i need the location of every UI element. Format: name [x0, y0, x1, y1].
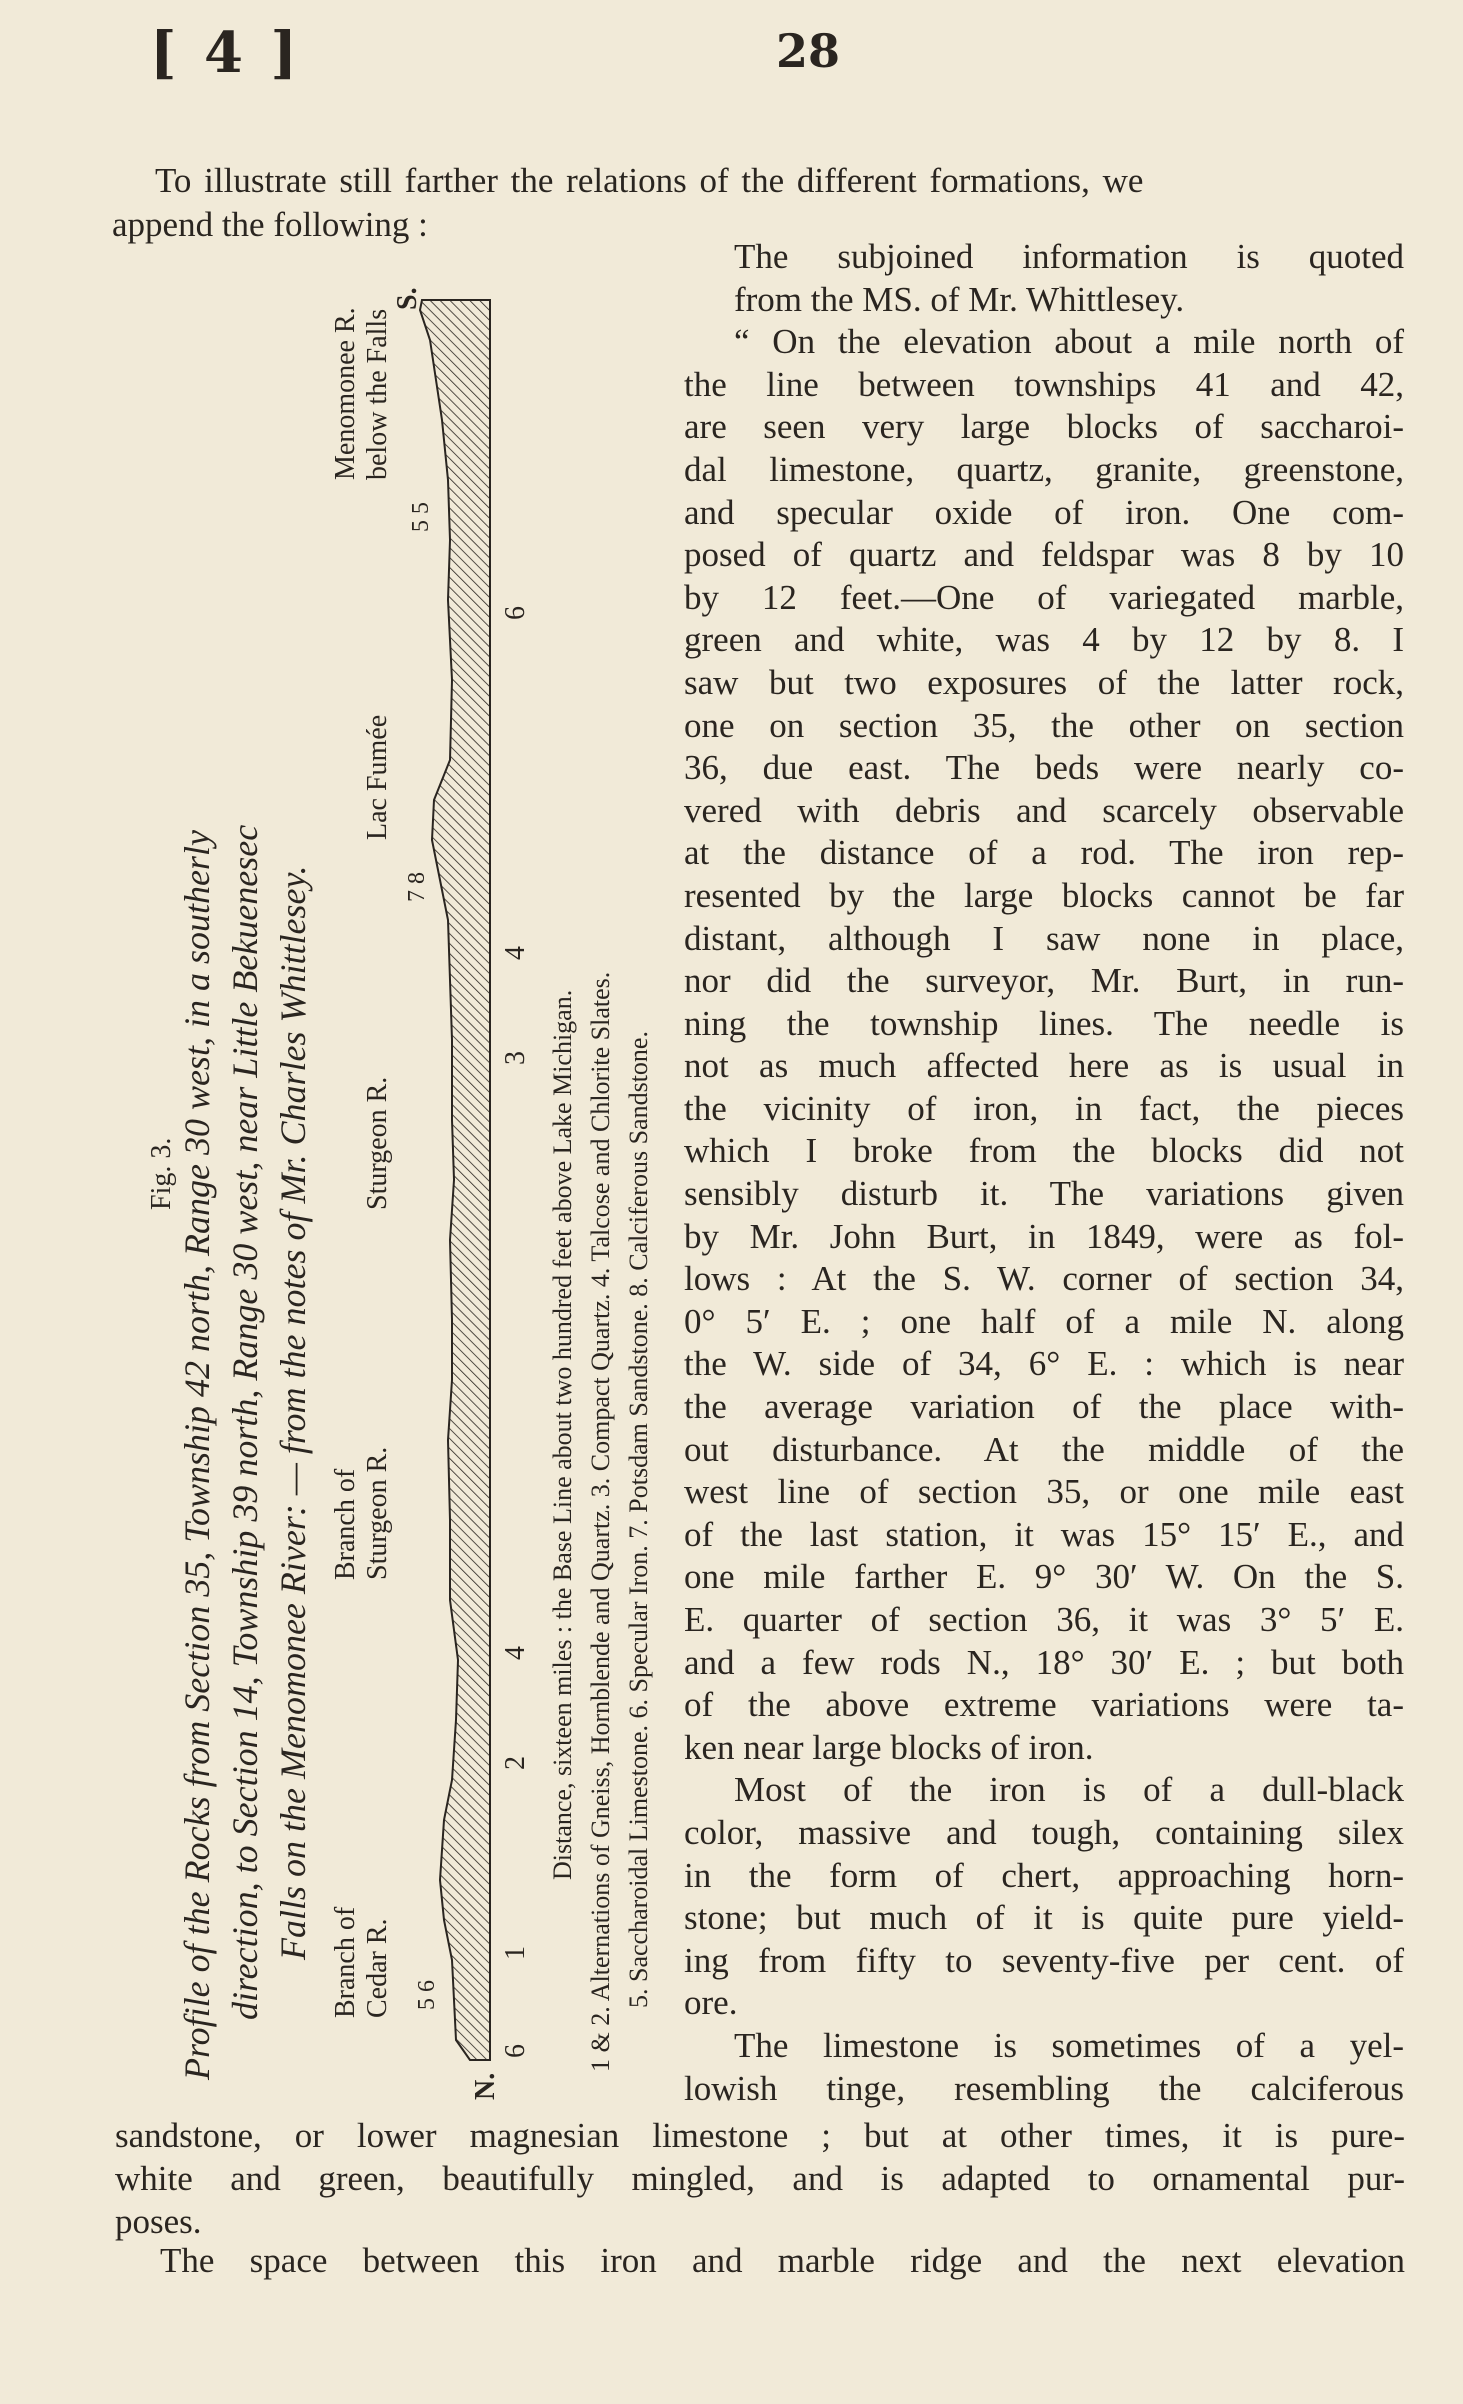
- bottom-line-2: white and green, beautifully mingled, and is adapted to ornamental pur-: [115, 2159, 1405, 2198]
- text-line: the line between townships 41 and 42,: [684, 364, 1404, 404]
- legend-line-2: 1 & 2. Alternations of Gneiss, Hornblende and Quartz. 3. Compact Quartz. 4. Talcose and Chlorite Slates.: [586, 971, 615, 2072]
- text-line: at the distance of a rod. The iron rep-: [684, 833, 1404, 873]
- paragraph-quote: [684, 321, 1404, 1769]
- text-line: resented by the large blocks cannot be far: [684, 875, 1404, 915]
- text-line: the average variation of the place with-: [684, 1387, 1404, 1427]
- text-line: “ On the elevation about a mile north of: [734, 322, 1404, 362]
- figure-caption-line-1: Profile of the Rocks from Section 35, Township 42 north, Range 30 west, in a southerly: [177, 830, 217, 2080]
- text-line: saw but two exposures of the latter rock,: [684, 662, 1404, 702]
- legend-line-3: 5. Saccharoidal Limestone. 6. Specular Iron. 7. Potsdam Sandstone. 8. Calciferous Sandstone.: [624, 1031, 653, 2008]
- place-label-sturgeon-branch: Branch of: [330, 1468, 361, 1580]
- text-line: The subjoined information is quoted: [734, 237, 1404, 276]
- profile-top-number: 7 8: [404, 872, 430, 902]
- text-line: posed of quartz and feldspar was 8 by 10: [684, 535, 1404, 575]
- text-line: dal limestone, quartz, granite, greenstone,: [684, 449, 1404, 489]
- place-label-cedar-branch-2: Cedar R.: [362, 1918, 393, 2018]
- text-line: from the MS. of Mr. Whittlesey.: [734, 279, 1185, 319]
- intro-line-1: To illustrate still farther the relations of the different formations, we: [155, 161, 1144, 200]
- place-label-cedar-branch: Branch of: [330, 1906, 361, 2018]
- text-line: of the above extreme variations were ta-: [684, 1685, 1404, 1725]
- rock-number: 4: [500, 946, 531, 960]
- profile-top-number: 5 6: [414, 1980, 440, 2010]
- rock-number: 3: [500, 1051, 531, 1065]
- text-line: 0° 5′ E. ; one half of a mile N. along: [684, 1301, 1404, 1341]
- legend-line-1: Distance, sixteen miles : the Base Line about two hundred feet above Lake Michigan.: [548, 989, 577, 1880]
- place-label-lac-fumee: Lac Fumée: [362, 714, 393, 840]
- paragraph-intro: [684, 236, 1404, 321]
- bottom-line-1: sandstone, or lower magnesian limestone ; but at other times, it is pure-: [115, 2116, 1405, 2155]
- text-line: color, massive and tough, containing silex: [684, 1812, 1404, 1852]
- text-line: west line of section 35, or one mile east: [684, 1472, 1404, 1512]
- text-line: out disturbance. At the middle of the: [684, 1429, 1404, 1469]
- figure-caption-line-2: direction, to Section 14, Township 39 north, Range 30 west, near Little Bekuenesec: [225, 824, 265, 2020]
- rock-number: 1: [500, 1946, 531, 1960]
- page-number: 28: [776, 24, 841, 78]
- text-line: which I broke from the blocks did not: [684, 1131, 1404, 1171]
- rock-number: 2: [500, 1756, 531, 1770]
- text-line: ing from fifty to seventy-five per cent. of: [684, 1940, 1404, 1980]
- text-line: are seen very large blocks of saccharoi-: [684, 407, 1404, 447]
- text-line: in the form of chert, approaching horn-: [684, 1855, 1404, 1895]
- figure-label: Fig. 3.: [146, 1137, 177, 1210]
- rock-profile-figure: [146, 280, 690, 2100]
- text-line: 36, due east. The beds were nearly co-: [684, 748, 1404, 788]
- figure-caption-line-3: Falls on the Menomonee River: — from the notes of Mr. Charles Whittlesey.: [273, 865, 313, 1960]
- text-line: lowish tinge, resembling the calciferous: [684, 2068, 1404, 2108]
- place-label-sturgeon-branch-2: Sturgeon R.: [362, 1446, 393, 1580]
- text-line: green and white, was 4 by 12 by 8. I: [684, 620, 1404, 660]
- text-line: and a few rods N., 18° 30′ E. ; but both: [684, 1642, 1404, 1682]
- place-label-menomonee: Menomonee R.: [330, 307, 361, 480]
- text-line: E. quarter of section 36, it was 3° 5′ E.: [684, 1600, 1404, 1639]
- text-line: one on section 35, the other on section: [684, 705, 1404, 745]
- text-line: and specular oxide of iron. One com-: [684, 492, 1404, 532]
- text-line: The limestone is sometimes of a yel-: [734, 2025, 1404, 2065]
- text-line: distant, although I saw none in place,: [684, 918, 1404, 958]
- rock-number: 6: [500, 606, 531, 620]
- text-line: one mile farther E. 9° 30′ W. On the S.: [684, 1557, 1404, 1597]
- text-line: stone; but much of it is quite pure yield-: [684, 1898, 1404, 1938]
- rock-number: 4: [500, 1646, 531, 1660]
- text-line: by Mr. John Burt, in 1849, were as fol-: [684, 1216, 1404, 1256]
- rock-number: 6: [500, 2044, 531, 2058]
- text-line: ken near large blocks of iron.: [684, 1727, 1094, 1767]
- text-line: the vicinity of iron, in fact, the pieces: [684, 1088, 1404, 1128]
- text-line: of the last station, it was 15° 15′ E., and: [684, 1514, 1404, 1554]
- text-line: Most of the iron is of a dull-black: [734, 1770, 1404, 1810]
- intro-line-2: append the following :: [112, 205, 428, 244]
- north-marker: N.: [470, 2072, 501, 2100]
- text-line: ore.: [684, 1983, 738, 2023]
- south-marker: S.: [392, 287, 423, 310]
- bottom-line-4: The space between this iron and marble ridge and the next elevation: [160, 2241, 1405, 2280]
- place-label-menomonee-2: below the Falls: [362, 308, 393, 480]
- text-line: by 12 feet.—One of variegated marble,: [684, 577, 1404, 617]
- text-line: vered with debris and scarcely observable: [684, 790, 1404, 830]
- bottom-line-3: poses.: [115, 2202, 202, 2241]
- text-line: nor did the surveyor, Mr. Burt, in run-: [684, 961, 1404, 1001]
- right-text-column: [684, 236, 1404, 2110]
- text-line: not as much affected here as is usual in: [684, 1046, 1404, 1086]
- text-line: sensibly disturb it. The variations given: [684, 1174, 1404, 1214]
- text-line: lows : At the S. W. corner of section 34,: [684, 1259, 1404, 1299]
- text-line: ning the township lines. The needle is: [684, 1003, 1404, 1043]
- paragraph-iron: [684, 1769, 1404, 2110]
- text-line: the W. side of 34, 6° E. : which is near: [684, 1344, 1404, 1384]
- profile-top-number: 5 5: [408, 502, 434, 532]
- page-bracket-label: [ 4 ]: [150, 20, 301, 86]
- place-label-sturgeon-river: Sturgeon R.: [362, 1076, 393, 1210]
